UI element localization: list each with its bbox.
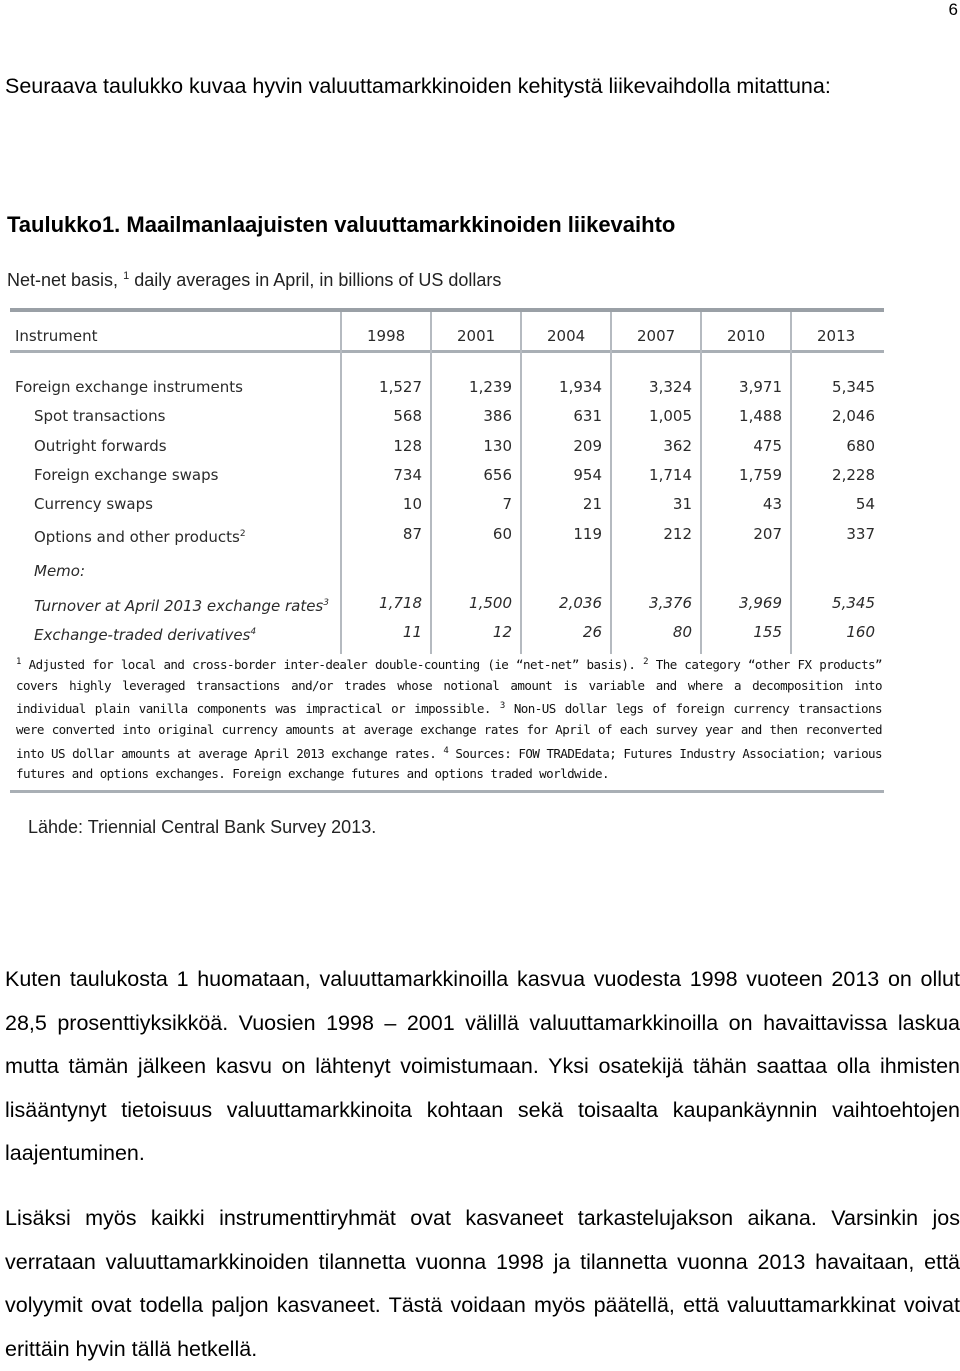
subtitle-after: daily averages in April, in billions of US dollars — [134, 270, 502, 290]
row-footnote-ref: 2 — [239, 529, 246, 539]
memo-cell-value: 3,376 — [649, 594, 692, 612]
table-cell-value: 362 — [663, 437, 692, 455]
table-subtitle — [7, 262, 957, 294]
page-number: 6 — [948, 0, 958, 19]
memo-footnote-ref: 4 — [250, 627, 257, 637]
memo-row-label: Exchange-traded derivatives$^4$ — [34, 626, 257, 644]
footnote-text: Sources: FOW TRADEdata; Futures Industry Association; various futures and options exchanges. Foreign exchange futures and options traded worldwide. — [16, 745, 883, 782]
memo-label: Memo: — [34, 562, 86, 580]
table-footnotes — [16, 652, 882, 785]
header-year-2007: 2007 — [637, 327, 676, 345]
row-label: Foreign exchange swaps — [34, 466, 219, 484]
analysis-paragraph-2: Lisäksi myös kaikki instrumenttiryhmät ovat kasvaneet tarkastelujakson aikana. Varsinkin jos verrataan valuuttamarkkinoiden tilannetta vuonna 1998 ja tilannetta vuonna 2013 havaitaan, että volyymit ovat todella paljon kasvaneet. Tästä voidaan myös päätellä, että valuuttamarkkinat voivat erittäin hyvin tällä hetkellä. — [5, 1206, 960, 1361]
row-label: Spot transactions — [34, 407, 166, 425]
header-year-1998: 1998 — [367, 327, 406, 345]
subtitle-before: Net-net basis, — [7, 270, 119, 290]
table-cell-value: 1,759 — [739, 466, 782, 484]
table-cell-value: 10 — [402, 495, 422, 513]
table-cell-value: 680 — [846, 437, 875, 455]
table-cell-value: 954 — [573, 466, 602, 484]
memo-cell-value: 1,500 — [469, 594, 512, 612]
footnote-number: 3 — [499, 701, 505, 712]
row-label: Foreign exchange instruments — [15, 378, 243, 396]
table-cell-value: 5,345 — [832, 378, 875, 396]
row-label: Currency swaps — [34, 495, 153, 513]
table-cell-value: 386 — [483, 407, 512, 425]
header-year-2013: 2013 — [817, 327, 856, 345]
table-cell-value: 21 — [582, 495, 602, 513]
table-header-rule — [10, 350, 884, 353]
subtitle-footnote-ref: 1 — [123, 270, 130, 282]
table-cell-value: 87 — [402, 525, 422, 543]
header-year-2010: 2010 — [727, 327, 766, 345]
table-cell-value: 1,527 — [379, 378, 422, 396]
table-cell-value: 3,971 — [739, 378, 782, 396]
memo-cell-value: 80 — [672, 623, 692, 641]
table-cell-value: 337 — [846, 525, 875, 543]
footnote-text: The category “other FX products” covers highly leveraged transactions and/or trades whose notional amount is variable and where a decomposition into individual plain vanilla components was impractical or impossible. — [16, 657, 883, 717]
table-cell-value: 2,228 — [832, 466, 875, 484]
footnote-number: 1 — [16, 657, 21, 667]
table-cell-value: 475 — [753, 437, 782, 455]
footnote-number: 2 — [643, 657, 648, 667]
memo-cell-value: 11 — [402, 623, 422, 641]
header-instrument: Instrument — [15, 327, 98, 345]
table-cell-value: 568 — [393, 407, 422, 425]
memo-cell-value: 3,969 — [739, 594, 782, 612]
table-cell-value: 43 — [762, 495, 782, 513]
table-cell-value: 2,046 — [832, 407, 875, 425]
row-label: Options and other products$^2$ — [34, 528, 246, 546]
memo-row-label: Turnover at April 2013 exchange rates$^3$ — [34, 597, 329, 615]
analysis-paragraph-1: Kuten taulukosta 1 huomataan, valuuttamarkkinoilla kasvua vuodesta 1998 vuoteen 2013 on ollut 28,5 prosenttiyksikköä. Vuosien 1998 – 2001 välillä valuuttamarkkinoilla on havaittavissa laskua mutta tämän jälkeen kasvu on lähtenyt voimistumaan. Yksi osatekijä tähän saattaa olla ihmisten lisääntynyt tietoisuus valuuttamarkkinoita kohtaan sekä toisaalta kaupankäynnin vaihtoehtojen laajentuminen. — [5, 967, 960, 1166]
turnover-table — [10, 308, 884, 794]
memo-cell-value: 1,718 — [379, 594, 422, 612]
table-cell-value: 1,239 — [469, 378, 512, 396]
footnote-number: 4 — [443, 745, 449, 756]
table-cell-value: 130 — [483, 437, 512, 455]
table-cell-value: 31 — [672, 495, 692, 513]
table-cell-value: 212 — [663, 525, 692, 543]
table-bottom-rule — [10, 790, 884, 793]
table-top-rule — [10, 308, 884, 312]
header-year-2004: 2004 — [547, 327, 586, 345]
row-label: Outright forwards — [34, 437, 167, 455]
table-cell-value: 3,324 — [649, 378, 692, 396]
intro-paragraph: Seuraava taulukko kuvaa hyvin valuuttamarkkinoiden kehitystä liikevaihdolla mitattuna: — [5, 74, 831, 98]
table-cell-value: 1,488 — [739, 407, 782, 425]
header-year-2001: 2001 — [457, 327, 496, 345]
column-divider — [790, 312, 792, 654]
table-cell-value: 656 — [483, 466, 512, 484]
table-cell-value: 1,934 — [559, 378, 602, 396]
memo-footnote-ref: 3 — [323, 598, 329, 608]
table-cell-value: 209 — [573, 437, 602, 455]
table-cell-value: 7 — [502, 495, 512, 513]
table-cell-value: 60 — [492, 525, 512, 543]
memo-cell-value: 155 — [753, 623, 782, 641]
memo-cell-value: 5,345 — [832, 594, 875, 612]
source-note: Lähde: Triennial Central Bank Survey 2013. — [28, 817, 377, 837]
memo-cell-value: 2,036 — [559, 594, 602, 612]
footnote-text: Adjusted for local and cross-border inter-dealer double-counting (ie “net-net” basis). — [28, 657, 636, 673]
table-cell-value: 207 — [753, 525, 782, 543]
table-cell-value: 119 — [573, 525, 602, 543]
memo-cell-value: 160 — [846, 623, 875, 641]
footnote-text: Non-US dollar legs of foreign currency transactions were converted into original currency amounts at average exchange rates for April of each survey year and then reconverted into US dollar amounts at average April 2013 exchange rates. — [16, 701, 882, 761]
table-cell-value: 1,005 — [649, 407, 692, 425]
table-cell-value: 631 — [573, 407, 602, 425]
memo-cell-value: 26 — [582, 623, 602, 641]
table-cell-value: 1,714 — [649, 466, 692, 484]
table-cell-value: 734 — [393, 466, 422, 484]
table-cell-value: 128 — [393, 437, 422, 455]
table-title: Taulukko1. Maailmanlaajuisten valuuttamarkkinoiden liikevaihto — [7, 212, 676, 237]
table-cell-value: 54 — [855, 495, 875, 513]
memo-cell-value: 12 — [492, 623, 512, 641]
